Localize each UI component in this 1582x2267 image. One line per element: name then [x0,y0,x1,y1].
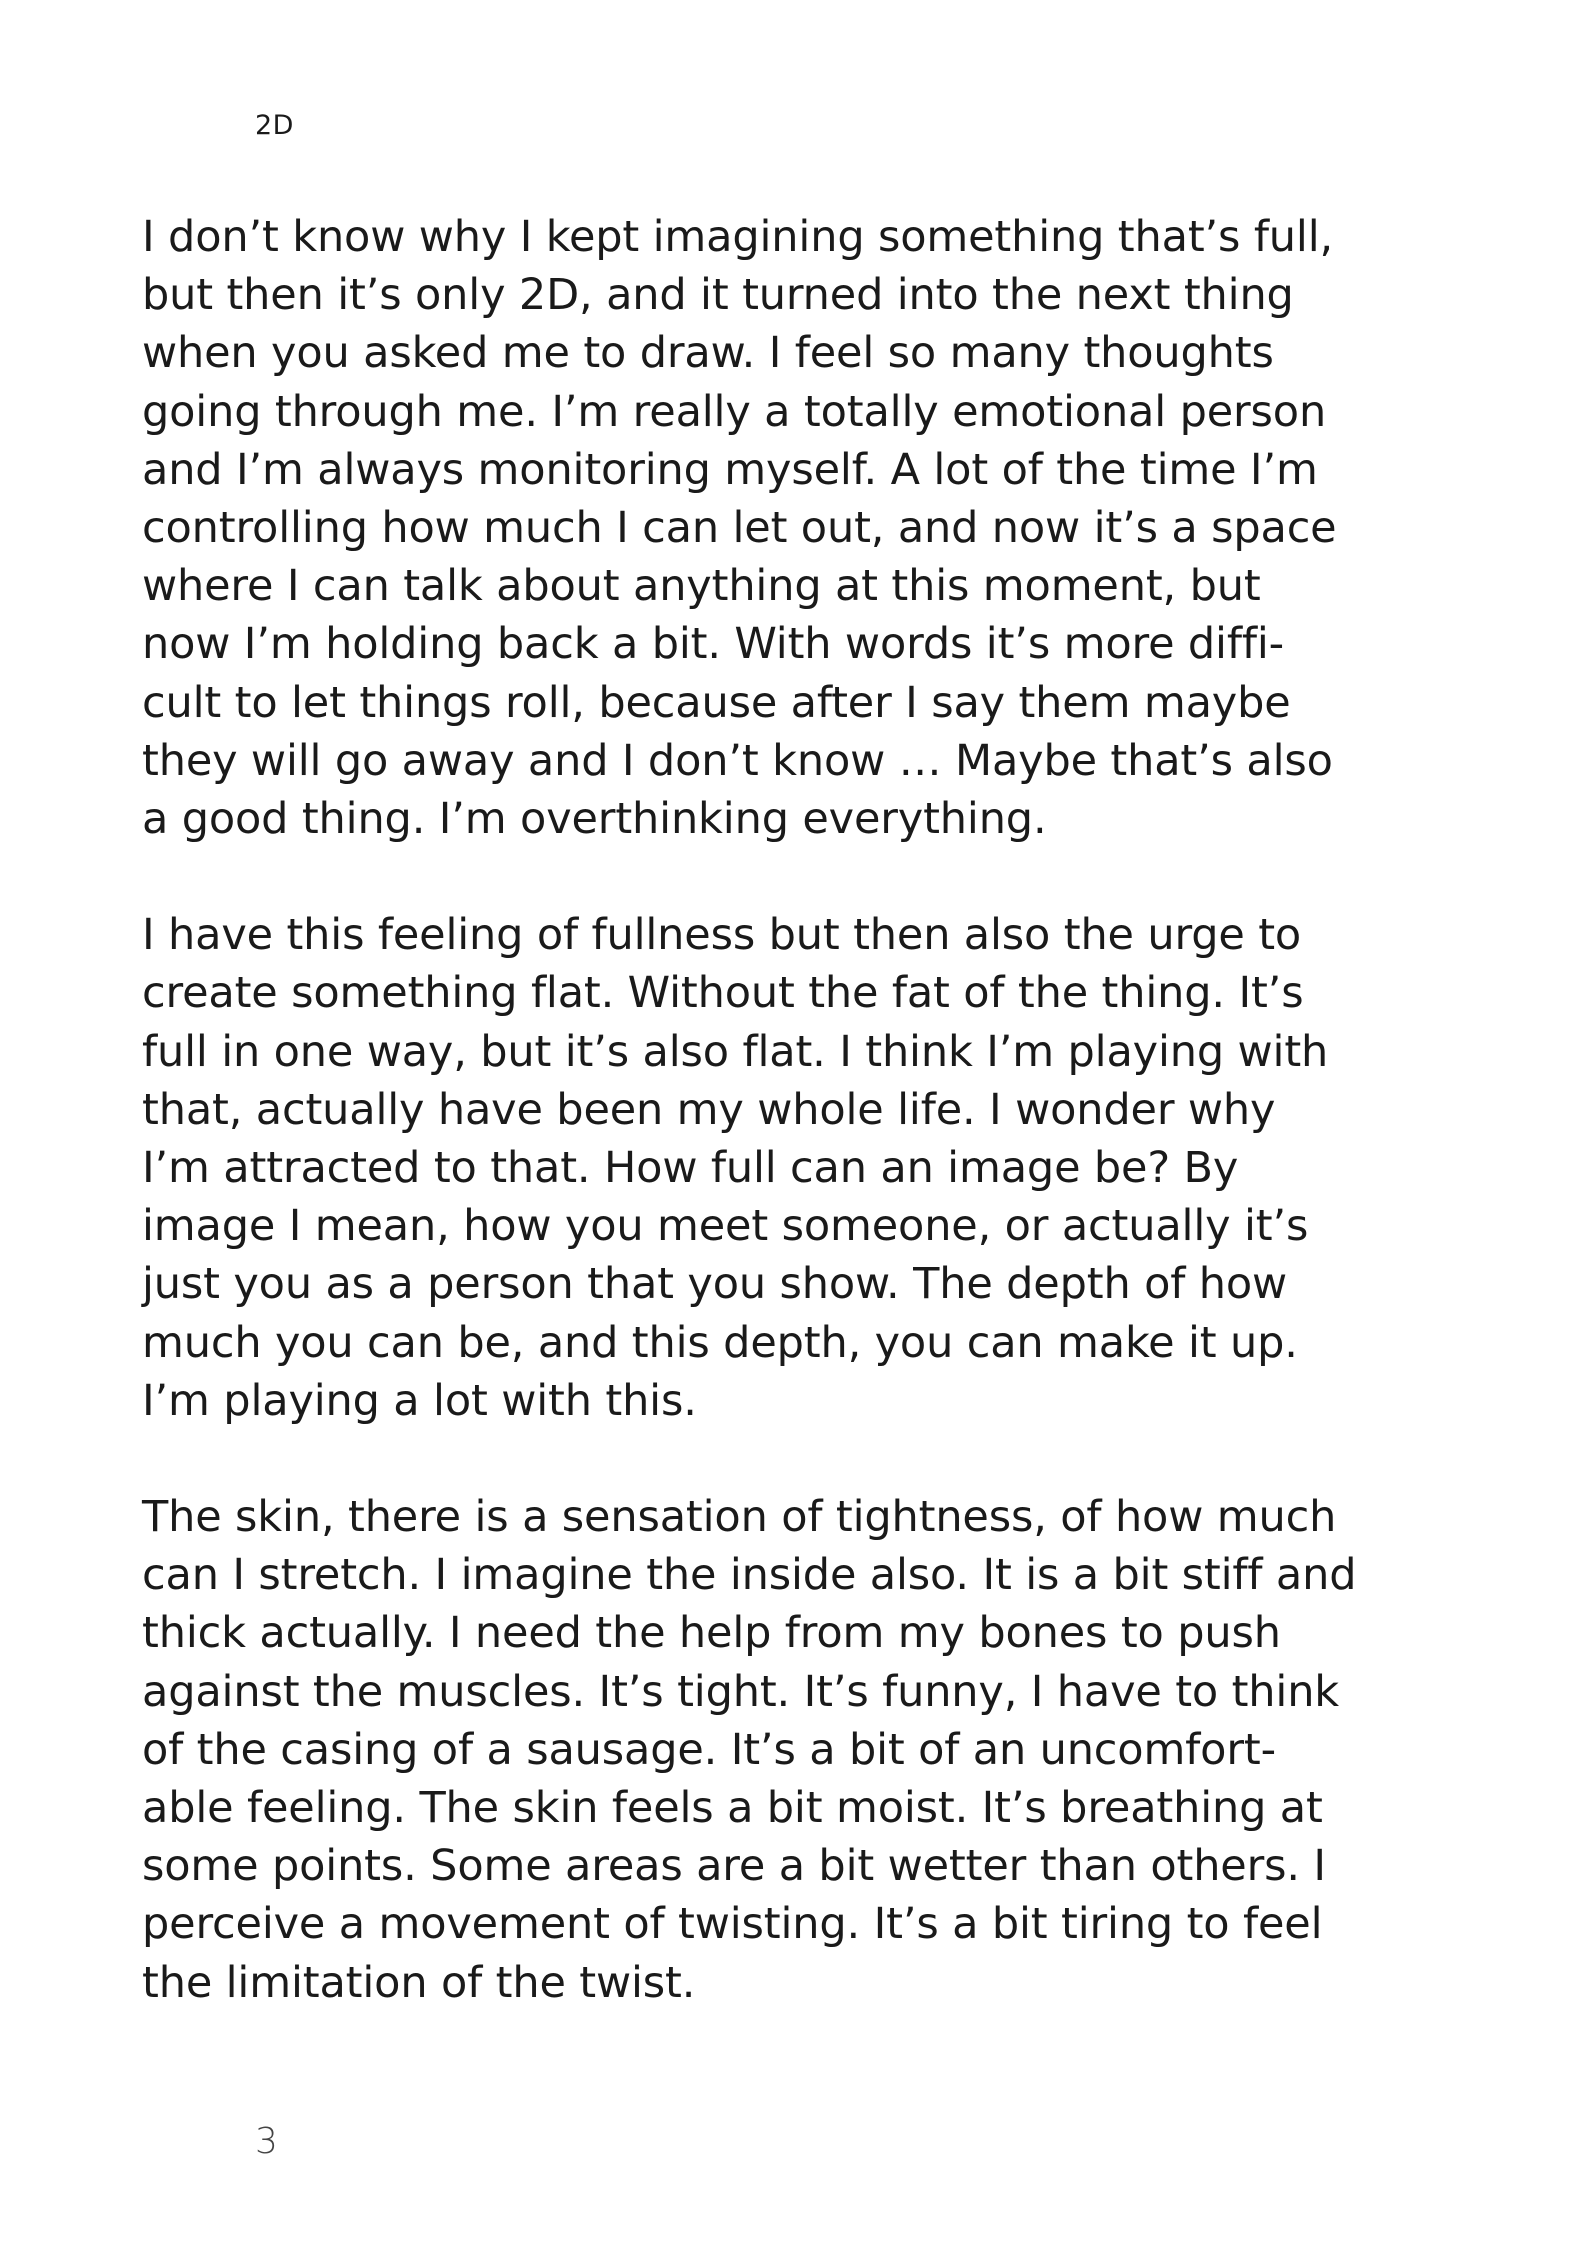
text-line: can I stretch. I imagine the inside also. It is a bit stiff and [142,1550,1357,1601]
text-line: perceive a movement of twisting. It’s a bit tiring to feel [142,1899,1323,1950]
text-line: create something flat. Without the fat of the thing. It’s [142,968,1304,1019]
text-line: just you as a person that you show. The depth of how [142,1259,1288,1310]
text-line: image I mean, how you meet someone, or actually it’s [142,1201,1309,1252]
text-line: when you asked me to draw. I feel so many thoughts [142,328,1274,379]
text-line: cult to let things roll, because after I say them maybe [142,677,1291,728]
paragraph-2 [142,906,1402,1430]
text-line: I’m attracted to that. How full can an image be? By [142,1143,1239,1194]
paragraph-3 [142,1488,1402,2012]
text-line: I have this feeling of fullness but then also the urge to [142,910,1302,961]
text-line: much you can be, and this depth, you can make it up. [142,1317,1298,1368]
text-line: that, actually have been my whole life. I wonder why [142,1084,1276,1135]
text-line: but then it’s only 2D, and it turned into the next thing [142,270,1294,321]
text-line: The skin, there is a sensation of tightness, of how much [142,1492,1337,1543]
text-line: going through me. I’m really a totally emotional person [142,386,1327,437]
text-line: controlling how much I can let out, and now it’s a space [142,503,1337,554]
text-line: of the casing of a sausage. It’s a bit of an uncomfort- [142,1724,1276,1775]
text-line: some points. Some areas are a bit wetter than others. I [142,1841,1326,1892]
text-line: now I’m holding back a bit. With words it’s more diffi- [142,619,1284,670]
text-line: and I’m always monitoring myself. A lot of the time I’m [142,444,1318,495]
text-line: I’m playing a lot with this. [142,1375,697,1426]
text-line: a good thing. I’m overthinking everything. [142,794,1047,845]
text-line: thick actually. I need the help from my bones to push [142,1608,1281,1659]
text-line: full in one way, but it’s also flat. I think I’m playing with [142,1026,1329,1077]
page-number: 3 [255,2121,278,2162]
text-line: the limitation of the twist. [142,1957,696,2008]
body-text [142,208,1402,2070]
text-line: able feeling. The skin feels a bit moist. It’s breathing at [142,1783,1323,1834]
text-line: where I can talk about anything at this moment, but [142,561,1261,612]
text-line: they will go away and I don’t know … Maybe that’s also [142,735,1333,786]
text-line: against the muscles. It’s tight. It’s funny, I have to think [142,1666,1340,1717]
running-head: 2D [255,110,294,141]
paragraph-1 [142,208,1402,848]
text-line: I don’t know why I kept imagining something that’s full, [142,212,1334,262]
